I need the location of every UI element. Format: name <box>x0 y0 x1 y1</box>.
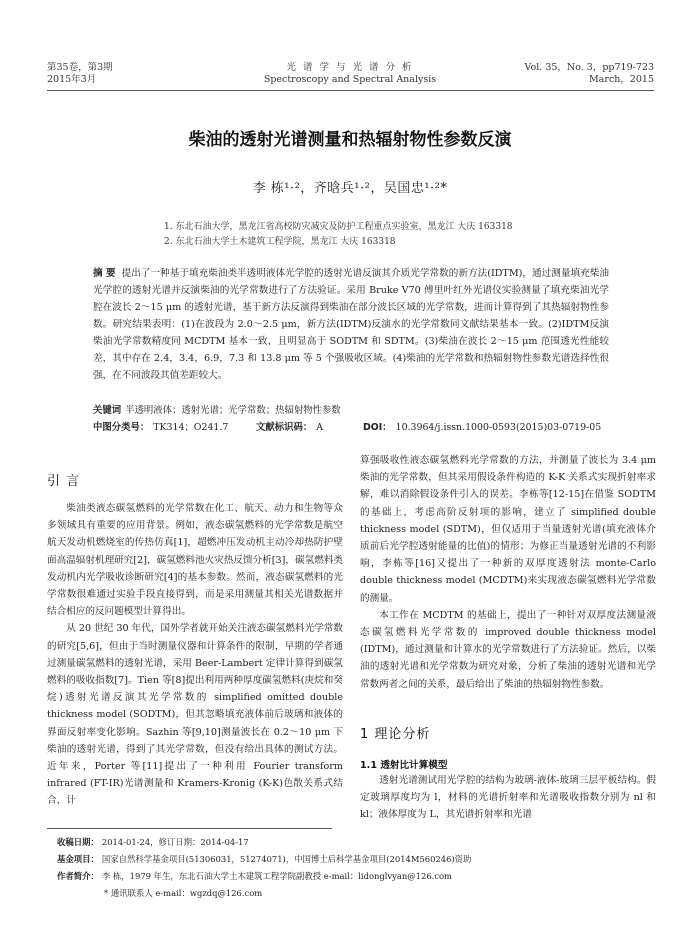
footnote-text: * 通讯联系人 e-mail：wgzdq@126.com <box>104 888 263 898</box>
intro-column <box>47 500 343 810</box>
journal-name-cn: 光 谱 学 与 光 谱 分 析 <box>286 62 414 73</box>
affiliation-1: 1. 东北石油大学，黑龙江省高校防灾减灾及防护工程重点实验室，黑龙江 大庆 163318 <box>164 222 513 232</box>
keywords-text: 半透明液体；透射光谱；光学常数；热辐射物性参数 <box>125 405 341 416</box>
keywords-label: 关键词 <box>93 405 122 416</box>
abstract <box>93 265 609 384</box>
paper-title: 柴油的透射光谱测量和热辐射物性参数反演 <box>188 130 512 150</box>
section-heading-theory: 1 理论分析 <box>360 727 431 742</box>
footnote-text: 国家自然科学基金项目(51306031，51274071)，中国博士后科学基金项目(2014M560246)资助 <box>101 854 472 864</box>
doi <box>363 421 601 435</box>
keywords <box>93 404 341 418</box>
footnote-label: 基金项目： <box>57 854 99 864</box>
journal-name-en: Spectroscopy and Spectral Analysis <box>263 74 437 85</box>
doi-value: 10.3964/j.issn.1000-0593(2015)03-0719-05 <box>395 422 602 433</box>
journal-pages-header <box>525 62 654 86</box>
clc-value: TK314；O241.7 <box>153 422 229 433</box>
right-column-top <box>360 452 656 693</box>
doc-code <box>256 421 323 435</box>
clc-label: 中图分类号： <box>93 422 150 433</box>
footnote-label: 作者简介： <box>57 871 99 881</box>
footnote-label: 收稿日期： <box>57 837 99 847</box>
clc-number <box>93 421 228 435</box>
abstract-label: 摘 要 <box>93 268 116 279</box>
header-divider <box>47 90 654 91</box>
author-list: 李 栋¹·²，齐晗兵¹·²，吴国忠¹·²* <box>252 181 448 196</box>
abstract-text: 提出了一种基于填充柴油类半透明液体光学腔的透射光谱反演其介质光学常数的新方法(IDTM)，通过测量填充柴油光学腔的透射光谱并反演柴油的光学常数进行了方法验证。采用 Bruke V70 傅里叶红外光谱仪实验测量了填充柴油光学腔在波长 2～15 μm 的透射光谱，基于新方法反演得到柴油在部分波长区域的光学常数，进而计算得到了其热辐射物性参数。研究结果表明：(1)在波段为 2.0～2.5 μm，新方法(IDTM)反演水的光学常数同文献结果基本一致。(2)IDTM反演柴油光学常数精度同 MCDTM 基本一致，且明显高于 SODTM 和 SDTM。(3)柴油在波长 2～15 μm 范围透光性能较差，其中存在 2.4，3.4，6.9，7.3 和 13.8 μm 等 5 个强吸收区域。(4)柴油的光学常数和热辐射物性参数光谱选择性很强，在不同波段其值差距较大。 <box>93 268 609 381</box>
funding <box>57 852 471 866</box>
affiliation-2: 2. 东北石油大学土木建筑工程学院，黑龙江 大庆 163318 <box>164 237 396 247</box>
footnote-text: 2014-01-24，修订日期：2014-04-17 <box>101 837 249 847</box>
author-bio <box>57 869 452 883</box>
intro-paragraph: 从 20 世纪 30 年代，国外学者就开始关注液态碳氢燃料光学常数的研究[5,6]，但由于当时测量仪器和计算条件的限制，早期的学者通过测量碳氢燃料的透射光谱，采用 Beer-Lambert 定律计算得到碳氢燃料的吸收指数[7]。Tien 等[8]提出利用两种厚度碳氢燃料(庚烷和癸烷)透射光谱反演其光学常数的 simplified omitted double thickness model (SODTM)，但其忽略填充液体前后玻璃和液体的界面反射率变化影响。Sazhin 等[9,10]测量波长在 0.2～10 μm 下柴油的透射光谱，得到了其光学常数，但没有给出具体的测试方法。近年来，Porter 等[11]提出了一种利用 Fourier transform infrared (FT-IR)光谱测量和 Kramers-Kronig (K-K)色散关系式结合，计 <box>47 623 343 807</box>
section-heading-introduction: 引 言 <box>47 474 81 489</box>
volume-issue: 第35卷，第3期 <box>47 62 113 73</box>
footnote-divider <box>47 828 332 829</box>
corresponding-author <box>104 886 262 900</box>
issue-month: March，2015 <box>588 74 654 85</box>
footnote-text: 李 栋，1979 年生，东北石油大学土木建筑工程学院副教授 e-mail：lidonglvyan@126.com <box>101 871 452 881</box>
continued-paragraph: 算强吸收性液态碳氢燃料光学常数的方法，并测量了波长为 3.4 μm 柴油的光学常数，但其采用假设条件构造的 K-K 关系式实现折射率求解，难以消除假设条件引入的误差。李栋等[12-15]在借鉴 SODTM 的基础上，考虑高阶反射项的影响，建立了 simplified double thickness model (SDTM)，但仅适用于当量透射光谱(填充液体介质前后光学腔透射能量的比值)的情形；为修正当量透射光谱的不利影响，李栋等[16]又提出了一种新的双厚度透射法 monte-Carlo double thickness model (MCDTM)来实现液态碳氢燃料光学常数的测量。 <box>360 455 656 604</box>
issue-date: 2015年3月 <box>47 74 97 85</box>
doi-label: DOI： <box>363 422 392 433</box>
received-date <box>57 835 249 849</box>
subsection-heading-transmittance-model: 1.1 透射比计算模型 <box>360 760 448 771</box>
theory-paragraph: 透射光谱测试用光学腔的结构为玻璃-液体-玻璃三层平板结构。假定玻璃厚度均为 l，材料的光谱折射率和光谱吸收指数分别为 nl 和 kl；液体厚度为 L，其光谱折射率和光谱 <box>360 775 656 821</box>
doc-code-label: 文献标识码： <box>256 422 313 433</box>
body-paragraph: 本工作在 MCDTM 的基础上，提出了一种针对双厚度法测量液态碳氢燃料光学常数的 improved double thickness model (IDTM)，通过测量和计算水的光学常数进行了方法验证。然后，以柴油的透射光谱和光学常数为研究对象，分析了柴油的透射光谱和光学常数两者之间的关系，最后给出了柴油的热辐射物性参数。 <box>360 609 656 690</box>
volume-pages: Vol. 35，No. 3，pp719-723 <box>524 62 654 73</box>
doc-code-value: A <box>316 422 324 433</box>
intro-paragraph: 柴油类液态碳氢燃料的光学常数在化工、航天、动力和生物等众多领域具有重要的应用背景。例如，液态碳氢燃料的光学常数是航空航天发动机燃烧室的传热仿真[1]，超燃冲压发动机主动冷却热防护壁面高温辐射机理研究[2]，碳氢燃料池火灾热反馈分析[3]，碳氢燃料类发动机内光学吸收诊断研究[4]的基本参数。然而，液态碳氢燃料的光学常数很难通过实验手段直接得到，而是采用测量其相关光谱数据并结合相应的反问题模型计算得出。 <box>47 503 343 618</box>
theory-column <box>360 772 656 824</box>
